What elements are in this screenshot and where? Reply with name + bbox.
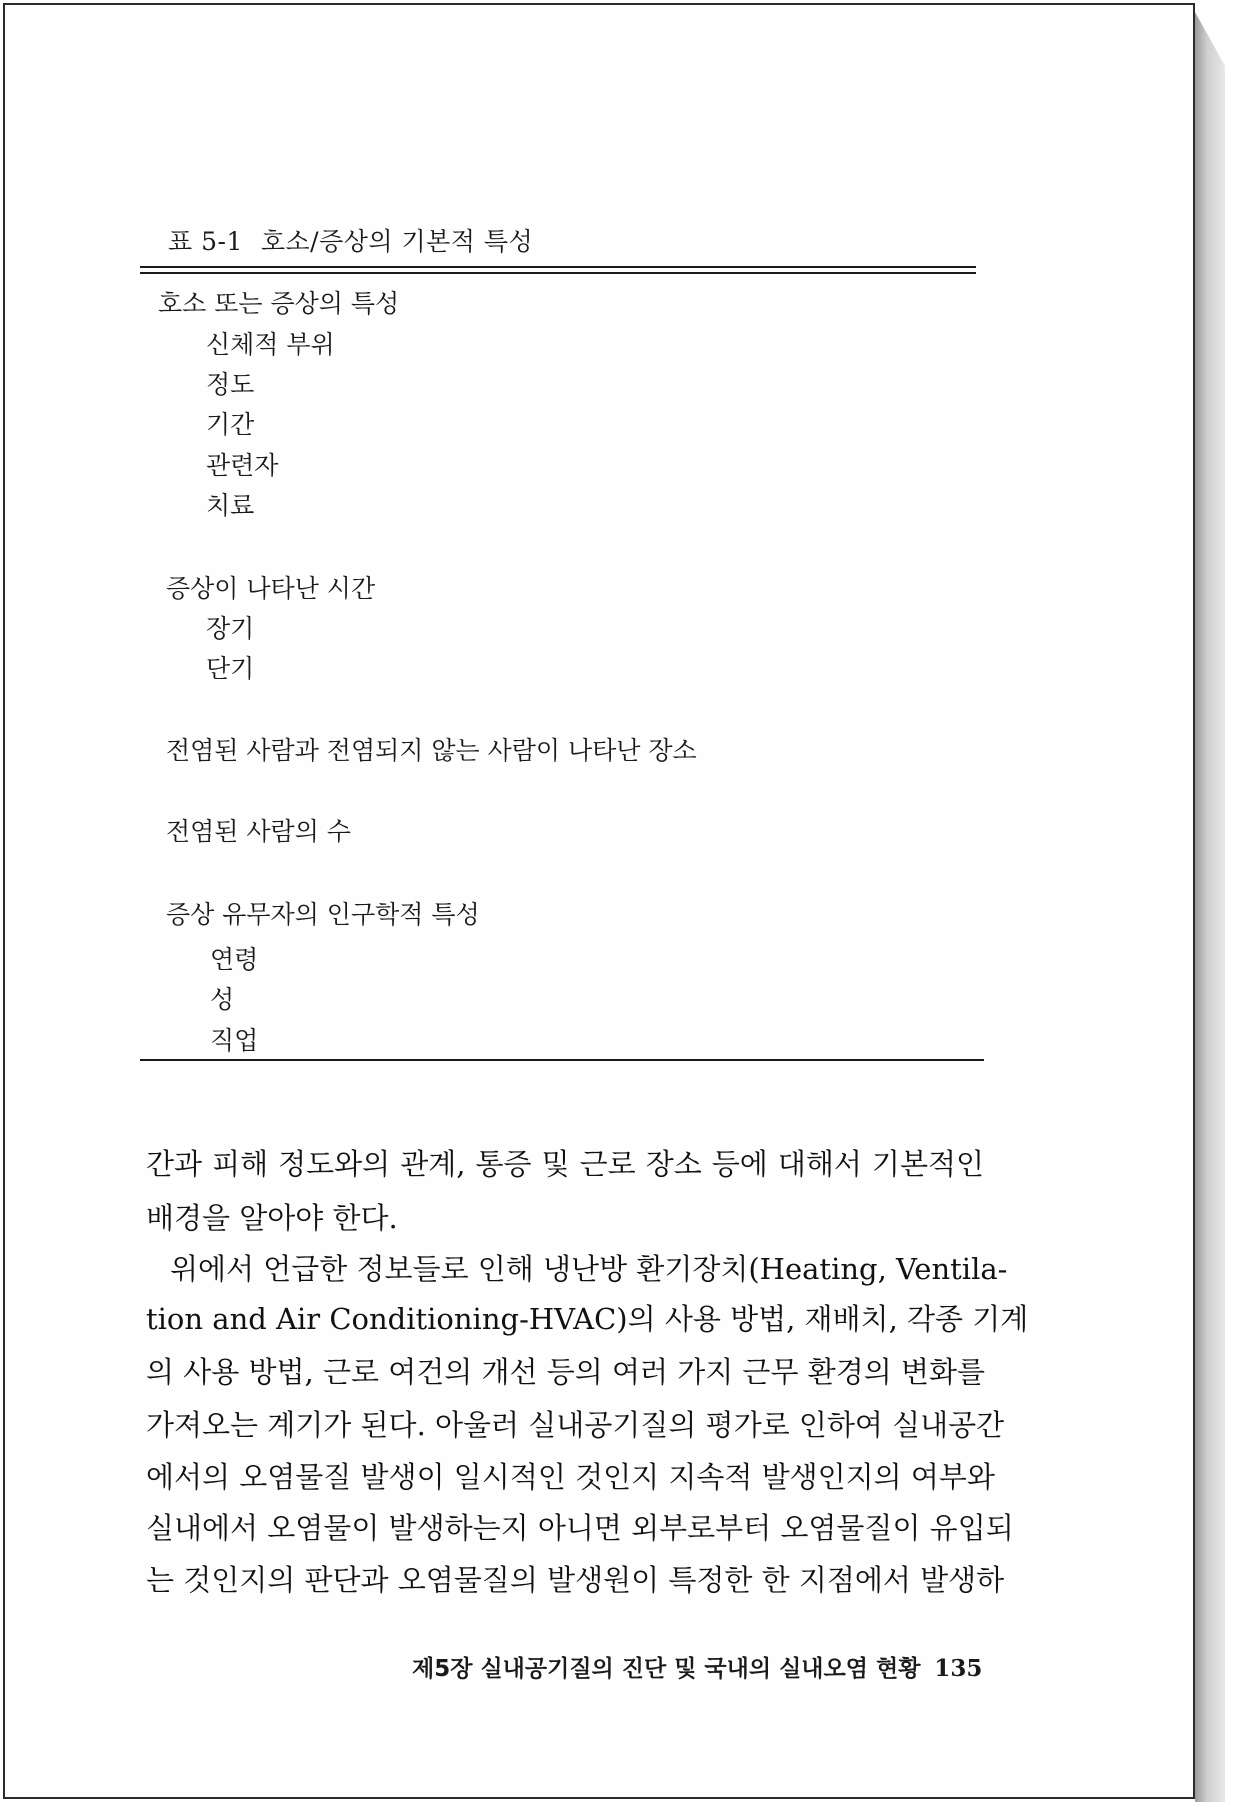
table-top-rule xyxy=(140,266,976,268)
table-bottom-rule xyxy=(140,1059,984,1061)
table-row-heading: 호소 또는 증상의 특성 xyxy=(158,289,400,318)
table-row-heading: 증상 유무자의 인구학적 특성 xyxy=(166,900,480,929)
page-number: 135 xyxy=(934,1655,983,1682)
body-text-line: 위에서 언급한 정보들로 인해 냉난방 환기장치(Heating, Ventila- xyxy=(170,1252,1008,1286)
page-edge-shadow xyxy=(1195,12,1225,1802)
body-text-line: 실내에서 오염물이 발생하는지 아니면 외부로부터 오염물질이 유입되 xyxy=(146,1511,1014,1545)
body-text-line: 의 사용 방법, 근로 여건의 개선 등의 여러 가지 근무 환경의 변화를 xyxy=(146,1355,985,1389)
table-row-item: 치료 xyxy=(206,491,255,520)
table-caption-number: 표 5-1 xyxy=(168,227,243,256)
body-text-line: 간과 피해 정도와의 관계, 통증 및 근로 장소 등에 대해서 기본적인 xyxy=(146,1147,984,1181)
table-row-item: 연령 xyxy=(210,945,259,974)
body-text-line: 가져오는 계기가 된다. 아울러 실내공기질의 평가로 인하여 실내공간 xyxy=(146,1408,1005,1442)
table-caption xyxy=(168,222,533,258)
body-text-line: 배경을 알아야 한다. xyxy=(146,1201,398,1235)
table-row-heading: 전염된 사람과 전염되지 않는 사람이 나타난 장소 xyxy=(166,736,697,765)
table-row-heading: 증상이 나타난 시간 xyxy=(166,574,376,603)
running-footer xyxy=(412,1650,982,1683)
table-row-heading: 전염된 사람의 수 xyxy=(166,817,351,846)
footer-chapter-title: 제5장 실내공기질의 진단 및 국내의 실내오염 현황 xyxy=(412,1656,921,1682)
body-text-line: 에서의 오염물질 발생이 일시적인 것인지 지속적 발생인지의 여부와 xyxy=(146,1460,995,1494)
table-row-item: 직업 xyxy=(210,1026,259,1055)
table-row-item: 정도 xyxy=(206,370,255,399)
table-row-item: 기간 xyxy=(206,410,255,439)
table-caption-title: 호소/증상의 기본적 특성 xyxy=(260,227,534,256)
table-top-rule-double xyxy=(140,272,976,274)
table-row-item: 단기 xyxy=(206,654,255,683)
body-text-line: tion and Air Conditioning-HVAC)의 사용 방법, 재배치, 각종 기계 xyxy=(146,1302,1029,1336)
table-row-item: 장기 xyxy=(206,614,255,643)
table-row-item: 신체적 부위 xyxy=(206,330,335,359)
table-row-item: 관련자 xyxy=(206,451,279,480)
body-text-line: 는 것인지의 판단과 오염물질의 발생원이 특정한 한 지점에서 발생하 xyxy=(146,1563,1005,1597)
table-row-item: 성 xyxy=(210,985,235,1014)
